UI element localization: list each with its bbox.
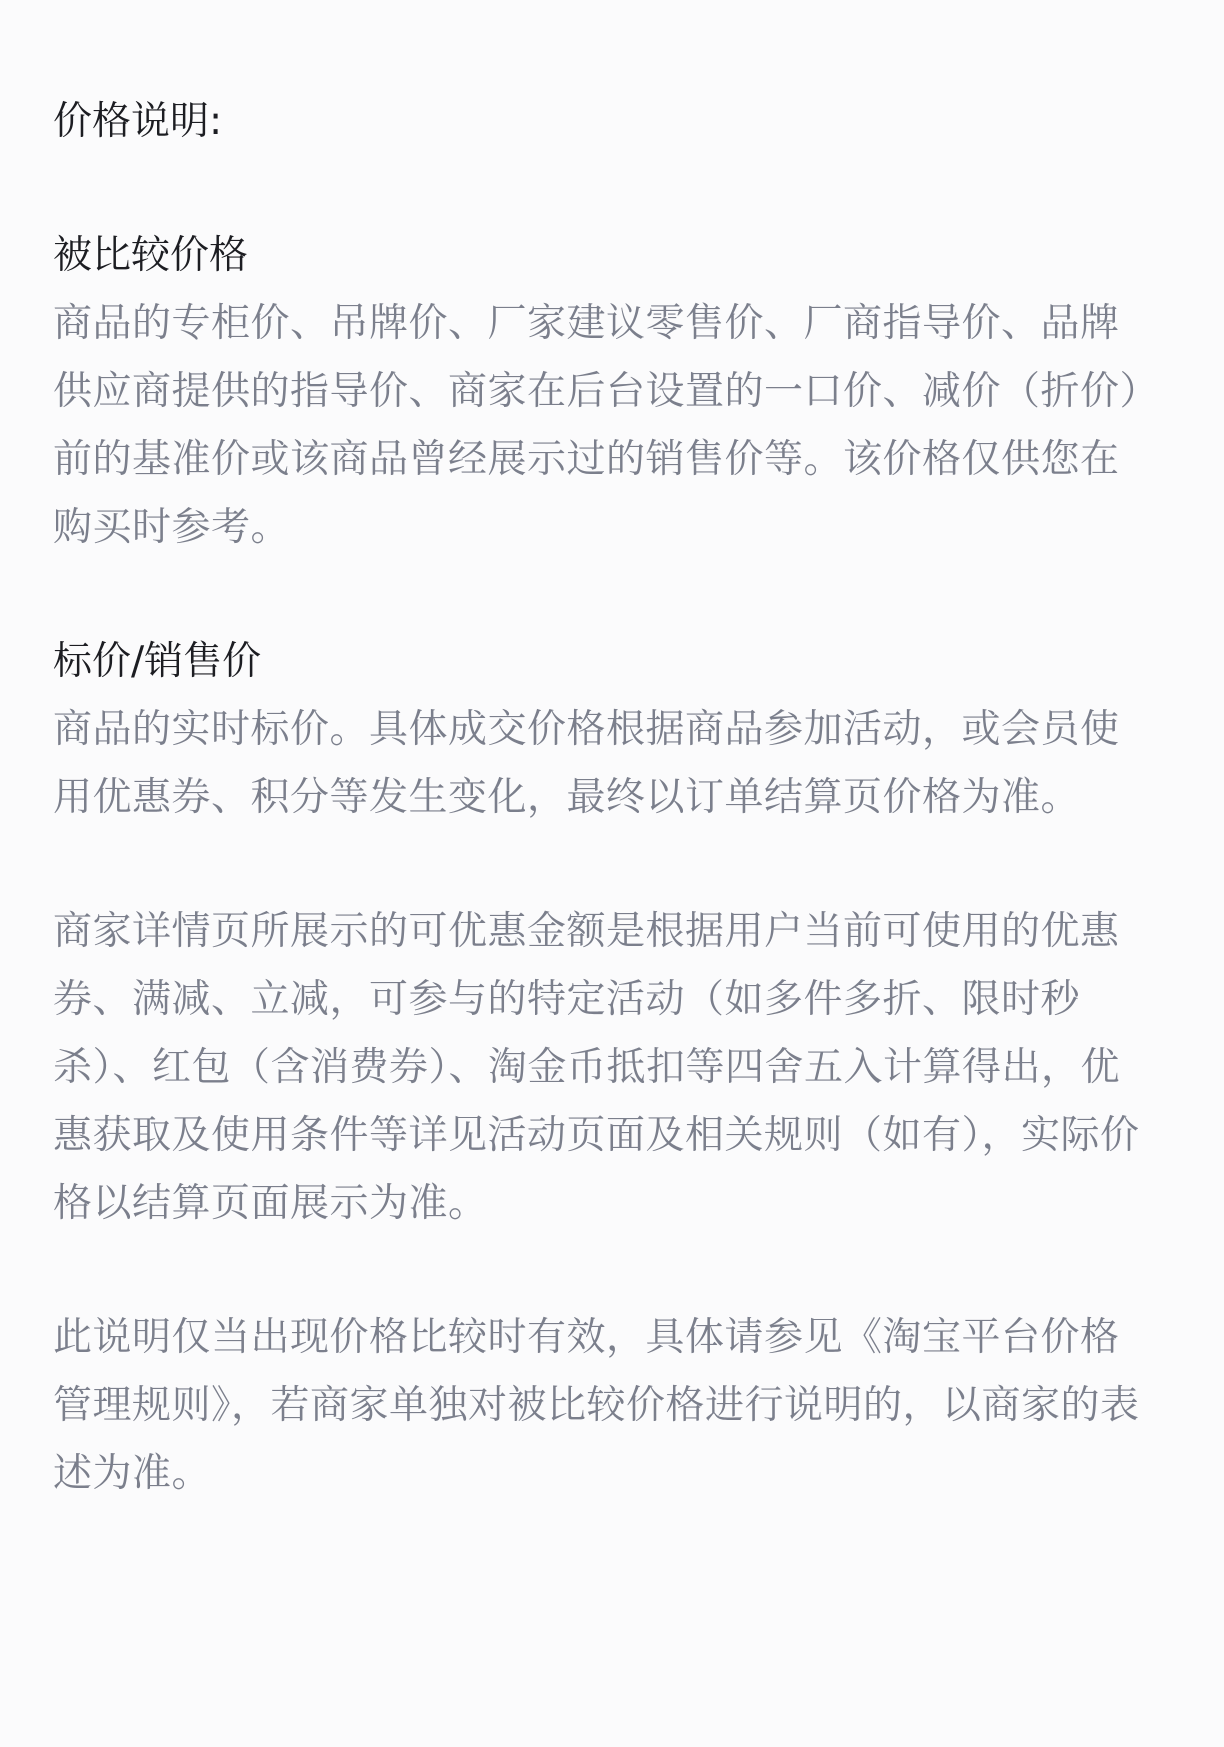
discount-amount-note: [53, 898, 1152, 1238]
section-heading-list-price: 标价/销售价: [53, 639, 262, 684]
section-heading-compared-price: 被比较价格: [53, 233, 249, 278]
section-list-price: [53, 628, 1152, 832]
section-compared-price: [53, 222, 1152, 562]
page-title: 价格说明:: [53, 99, 223, 144]
section-body-compared-price: 商品的专柜价、吊牌价、厂家建议零售价、厂商指导价、品牌供应商提供的指导价、商家在后台设置的一口价、减价（折价）前的基准价或该商品曾经展示过的销售价等。该价格仅供您在购买时参考。: [53, 301, 1140, 550]
validity-note: [53, 1304, 1152, 1508]
discount-amount-paragraph: 商家详情页所展示的可优惠金额是根据用户当前可使用的优惠券、满减、立减，可参与的特定活动（如多件多折、限时秒杀）、红包（含消费券）、淘金币抵扣等四舍五入计算得出，优惠获取及使用条件等详见活动页面及相关规则（如有），实际价格以结算页面展示为准。: [53, 909, 1140, 1226]
section-body-list-price: 商品的实时标价。具体成交价格根据商品参加活动，或会员使用优惠券、积分等发生变化，最终以订单结算页价格为准。: [53, 707, 1120, 820]
validity-paragraph: 此说明仅当出现价格比较时有效，具体请参见《淘宝平台价格管理规则》，若商家单独对被比较价格进行说明的，以商家的表述为准。: [53, 1315, 1140, 1496]
